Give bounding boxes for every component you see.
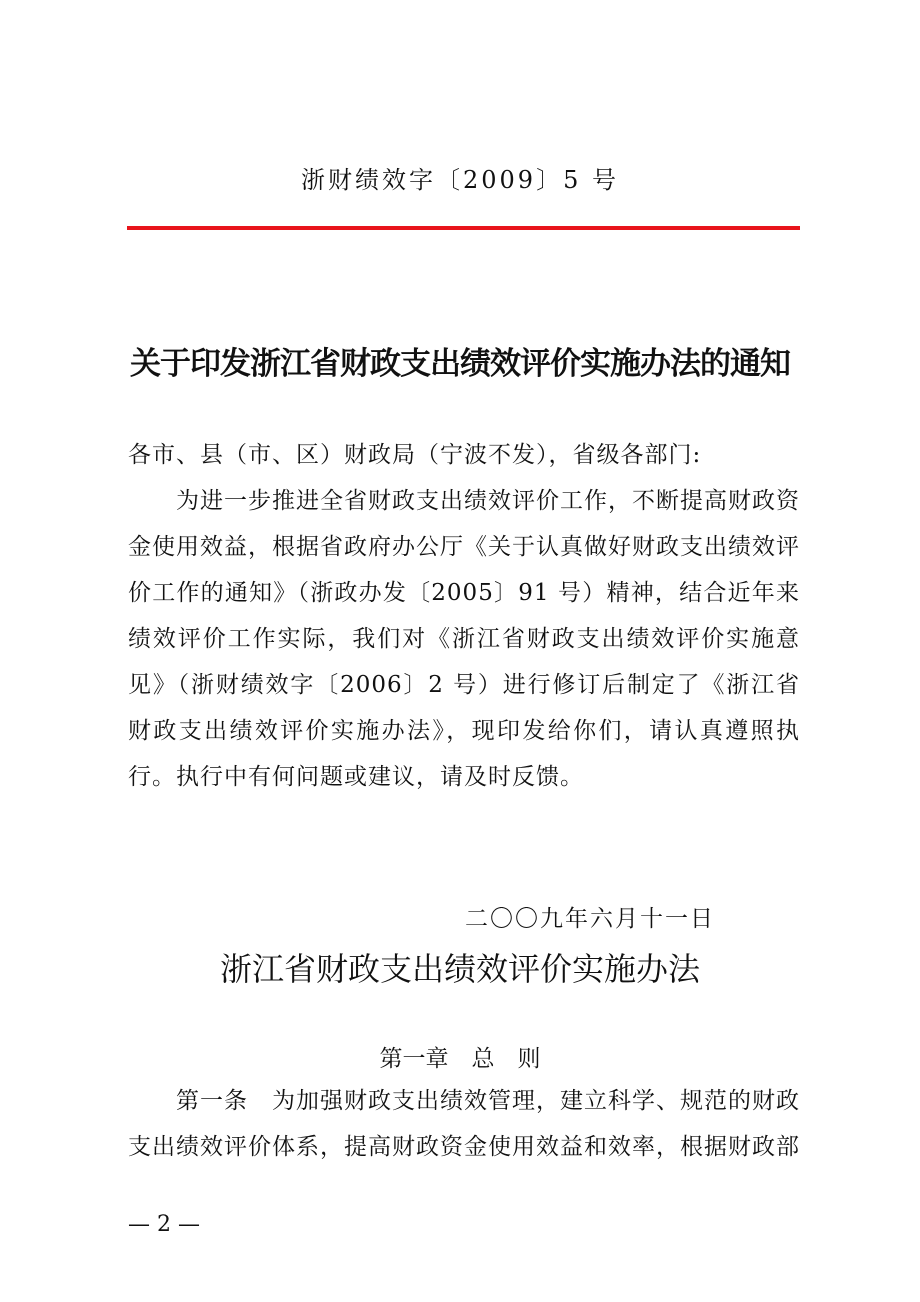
red-rule-line xyxy=(127,226,800,230)
issue-date: 二〇〇九年六月十一日 xyxy=(465,906,715,932)
document-number: 浙财绩效字〔2009〕5 号 xyxy=(301,166,619,194)
salutation: 各市、县（市、区）财政局（宁波不发），省级各部门: xyxy=(128,442,702,468)
measures-title: 浙江省财政支出绩效评价实施办法 xyxy=(219,950,700,988)
red-header-rule xyxy=(127,226,800,230)
article-one: 第一条 为加强财政支出绩效管理，建立科学、规范的财政支出绩效评价体系，提高财政资金使用效益和效率，根据财政部 xyxy=(128,1088,800,1160)
page-number: — 2 — xyxy=(128,1212,200,1237)
notice-title: 关于印发浙江省财政支出绩效评价实施办法的通知 xyxy=(130,346,790,382)
chapter-heading: 第一章 总 则 xyxy=(379,1046,541,1072)
notice-paragraph: 为进一步推进全省财政支出绩效评价工作，不断提高财政资金使用效益，根据省政府办公厅《关于认真做好财政支出绩效评价工作的通知》（浙政办发〔2005〕91 号）精神，结合近年来绩效评价工作实际，我们对《浙江省财政支出绩效评价实施意见》（浙财绩效字〔2006〕2 号）进行修订后制定了《浙江省财政支出绩效评价实施办法》，现印发给你们，请认真遵照执行。执行中有何问题或建议，请及时反馈。 xyxy=(128,488,800,790)
